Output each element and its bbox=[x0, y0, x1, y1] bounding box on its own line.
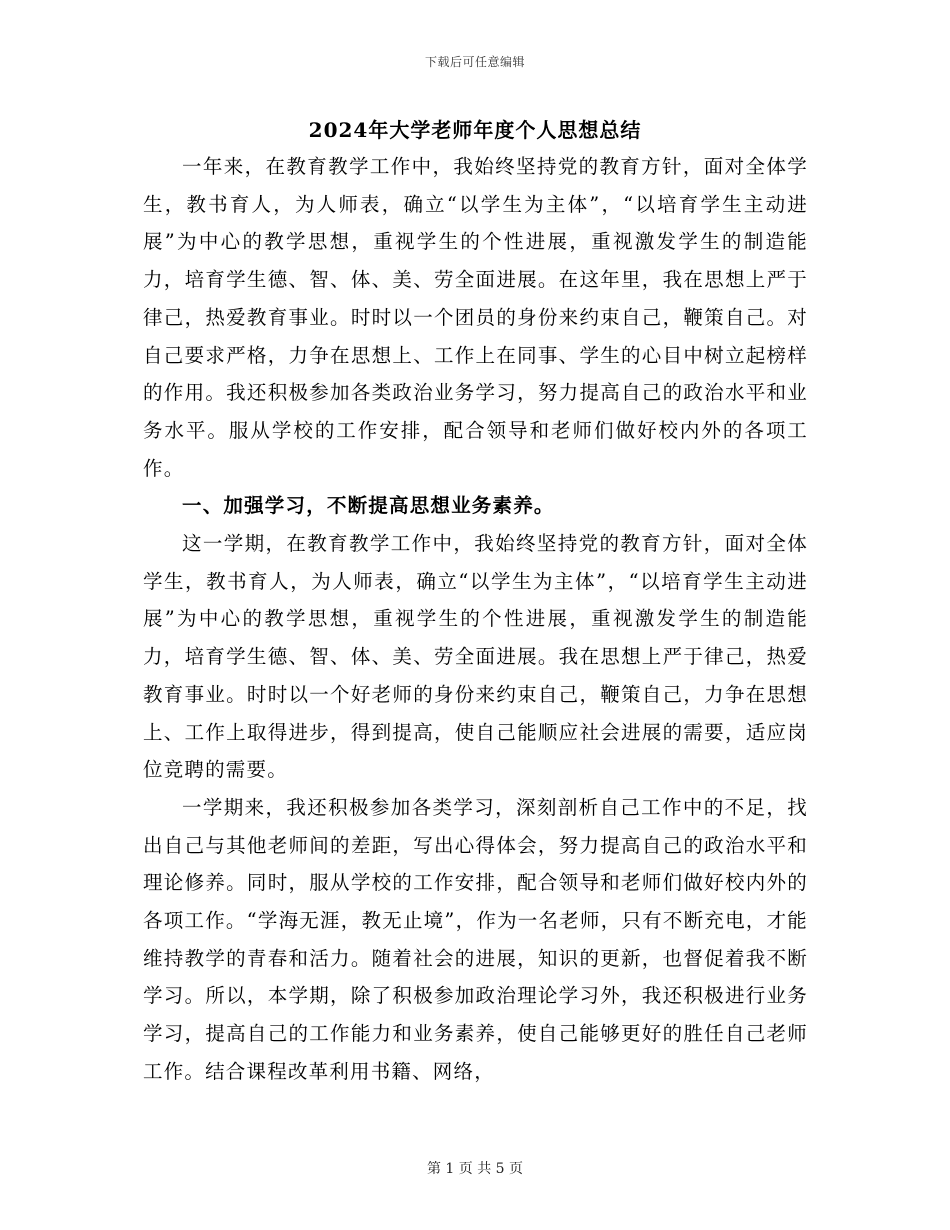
paragraph-intro: 一年来，在教育教学工作中，我始终坚持党的教育方针，面对全体学生，教书育人，为人师表，确立“以学生为主体”，“以培育学生主动进展”为中心的教学思想，重视学生的个性进展，重视激发学生的制造能力，培育学生德、智、体、美、劳全面进展。在这年里，我在思想上严于律己，热爱教育事业。时时以一个团员的身份来约束自己，鞭策自己。对自己要求严格，力争在思想上、工作上在同事、学生的心目中树立起榜样的作用。我还积极参加各类政治业务学习，努力提高自己的政治水平和业务水平。服从学校的工作安排，配合领导和老师们做好校内外的各项工作。 bbox=[143, 155, 808, 480]
header-note: 下载后可任意编辑 bbox=[424, 55, 525, 69]
section-heading-1: 一、加强学习，不断提高思想业务素养。 bbox=[182, 494, 555, 518]
paragraph-section-1-continued: 一学期来，我还积极参加各类学习，深刻剖析自己工作中的不足，找出自己与其他老师间的差距，写出心得体会，努力提高自己的政治水平和理论修养。同时，服从学校的工作安排，配合领导和老师们做好校内外的各项工作。“学海无涯，教无止境”，作为一名老师，只有不断充电，才能维持教学的青春和活力。随着社会的进展，知识的更新，也督促着我不断学习。所以，本学期，除了积极参加政治理论学习外，我还积极进行业务学习，提高自己的工作能力和业务素养，使自己能够更好的胜任自己老师工作。结合课程改革利用书籍、网络， bbox=[143, 795, 808, 1083]
paragraph-section-1: 这一学期，在教育教学工作中，我始终坚持党的教育方针，面对全体学生，教书育人，为人师表，确立“以学生为主体”，“以培育学生主动进展”为中心的教学思想，重视学生的个性进展，重视激发学生的制造能力，培育学生德、智、体、美、劳全面进展。我在思想上严于律己，热爱教育事业。时时以一个好老师的身份来约束自己，鞭策自己，力争在思想上、工作上取得进步，得到提高，使自己能顺应社会进展的需要，适应岗位竞聘的需要。 bbox=[143, 532, 808, 782]
document-body bbox=[143, 148, 808, 1091]
document-title: 2024年大学老师年度个人思想总结 bbox=[308, 118, 642, 142]
page-footer: 第 1 页 共 5 页 bbox=[426, 1161, 524, 1177]
